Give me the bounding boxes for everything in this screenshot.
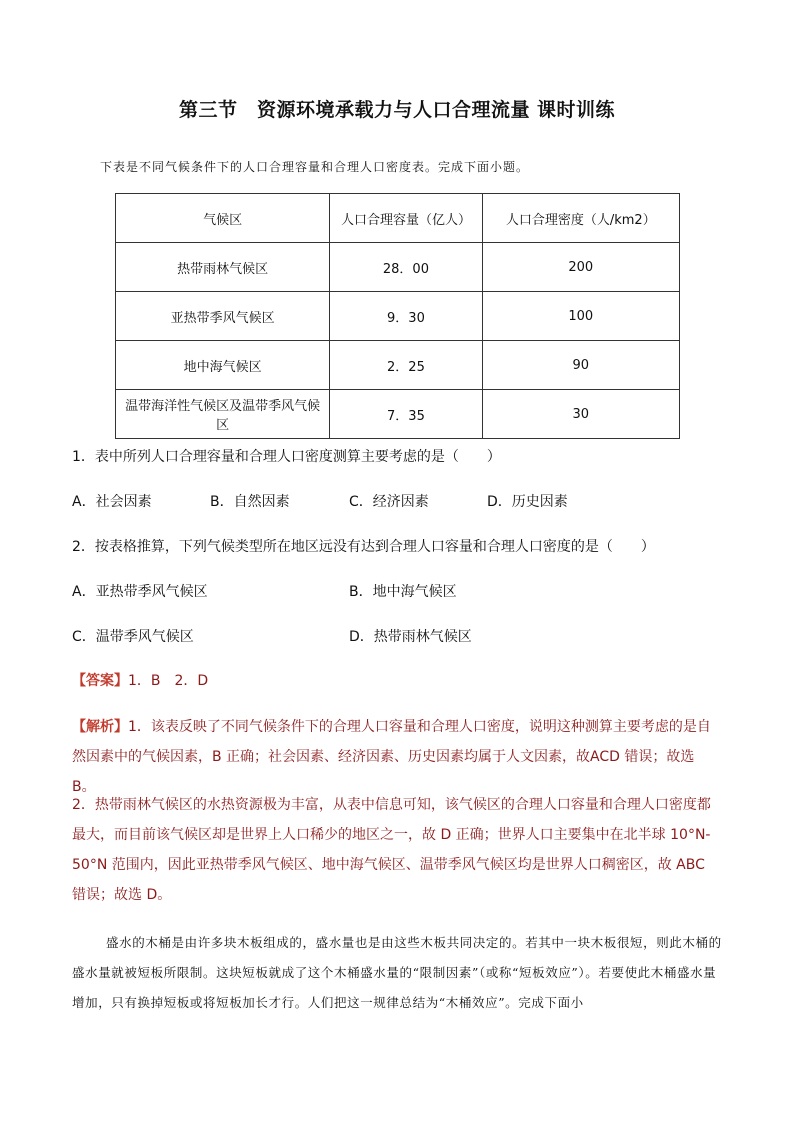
question-2-stem: 2．按表格推算，下列气候类型所在地区远没有达到合理人口容量和合理人口密度的是（ ） [72, 539, 655, 555]
analysis-paragraph-1 [72, 712, 722, 802]
analysis-tag: 【解析】 [72, 719, 128, 735]
table-cell: 9．30 [330, 292, 482, 341]
table-row [116, 292, 680, 341]
answer-tag: 【答案】 [72, 673, 128, 689]
table-cell: 热带雨林气候区 [116, 243, 330, 292]
question-1-stem: 1．表中所列人口合理容量和合理人口密度测算主要考虑的是（ ） [72, 449, 501, 465]
intro-text: 下表是不同气候条件下的人口合理容量和合理人口密度表。完成下面小题。 [100, 160, 530, 174]
q2-option-d: D．热带雨林气候区 [349, 629, 472, 645]
table-cell: 28．00 [330, 243, 482, 292]
table-header: 人口合理容量（亿人） [330, 194, 482, 243]
table-cell: 30 [482, 390, 679, 439]
table-row [116, 390, 680, 439]
q1-option-b: B．自然因素 [210, 494, 290, 510]
climate-table [115, 193, 680, 439]
table-row [116, 243, 680, 292]
q2-option-c: C．温带季风气候区 [72, 629, 194, 645]
table-cell: 200 [482, 243, 679, 292]
table-row [116, 341, 680, 390]
q2-option-b: B．地中海气候区 [349, 584, 457, 600]
table-cell: 2．25 [330, 341, 482, 390]
analysis-text-1: 1．该表反映了不同气候条件下的合理人口容量和合理人口密度，说明这种测算主要考虑的是自然因素中的气候因素，B 正确；社会因素、经济因素、历史因素均属于人文因素，故ACD 错误；故选 B。 [72, 719, 711, 795]
table-cell: 100 [482, 292, 679, 341]
reading-passage: 盛水的木桶是由许多块木板组成的，盛水量也是由这些木板共同决定的。若其中一块木板很短，则此木桶的盛水量就被短板所限制。这块短板就成了这个木桶盛水量的“限制因素”（或称“短板效应”）。若要使此木桶盛水量增加，只有换掉短板或将短板加长才行。人们把这一规律总结为“木桶效应”。完成下面小 [72, 935, 722, 1010]
table-cell: 温带海洋性气候区及温带季风气候区 [116, 390, 330, 439]
q1-option-c: C．经济因素 [349, 494, 429, 510]
table-header-row [116, 194, 680, 243]
table-header: 气候区 [116, 194, 330, 243]
table-cell: 亚热带季风气候区 [116, 292, 330, 341]
table-cell: 90 [482, 341, 679, 390]
analysis-paragraph-2: 2．热带雨林气候区的水热资源极为丰富，从表中信息可知，该气候区的合理人口容量和合理人口密度都最大，而目前该气候区却是世界上人口稀少的地区之一，故 D 正确；世界人口主要集中在北半球 10°N-50°N 范围内，因此亚热带季风气候区、地中海气候区、温带季风气候区均是世界人口稠密区，故 ABC 错误；故选 D。 [72, 797, 711, 903]
answer-line [72, 666, 722, 696]
page-title: 第三节 资源环境承载力与人口合理流量 课时训练 [178, 99, 616, 121]
answer-text: 1．B 2．D [128, 673, 209, 689]
table-cell: 地中海气候区 [116, 341, 330, 390]
q1-option-a: A．社会因素 [72, 494, 152, 510]
q2-option-a: A．亚热带季风气候区 [72, 584, 208, 600]
table-cell: 7．35 [330, 390, 482, 439]
table-header: 人口合理密度（人/km2） [482, 194, 679, 243]
q1-option-d: D．历史因素 [487, 494, 568, 510]
